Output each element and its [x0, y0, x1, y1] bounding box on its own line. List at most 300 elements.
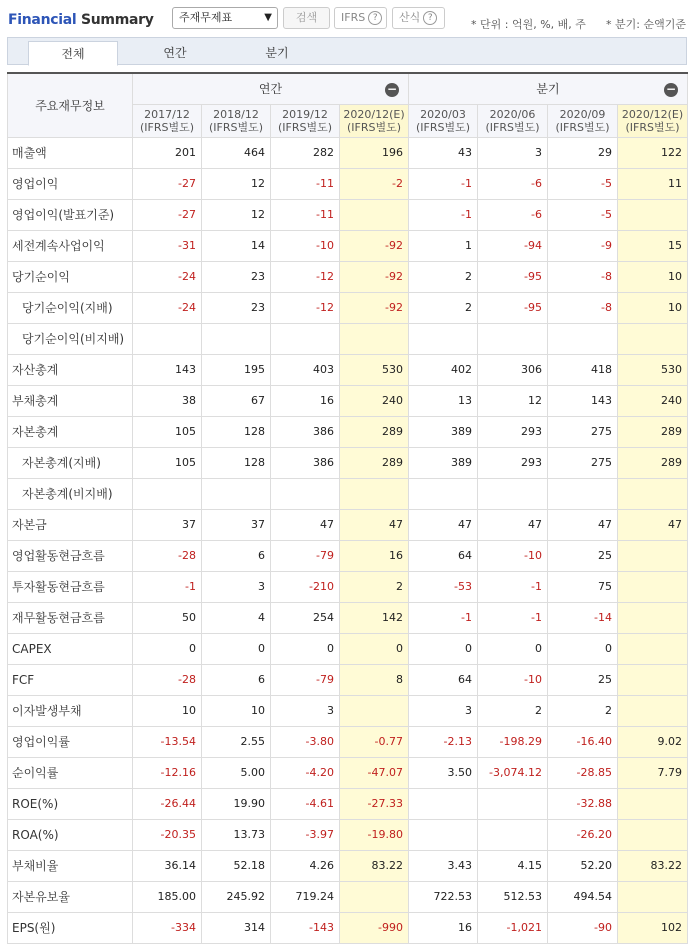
table-cell: -10: [478, 664, 548, 695]
table-cell: [478, 819, 548, 850]
table-row: [8, 168, 688, 199]
table-cell: -19.80: [340, 819, 409, 850]
table-cell: [618, 695, 688, 726]
table-row: [8, 230, 688, 261]
table-row: [8, 850, 688, 881]
collapse-annual-icon[interactable]: −: [386, 82, 398, 96]
table-row: [8, 788, 688, 819]
table-cell: 64: [409, 540, 478, 571]
row-label: 당기순이익: [8, 261, 133, 292]
table-cell: -26.44: [133, 788, 202, 819]
top-bar: [0, 0, 695, 38]
table-cell: 389: [409, 447, 478, 478]
table-cell: 289: [340, 447, 409, 478]
table-cell: 19.90: [202, 788, 271, 819]
table-cell: -1: [478, 571, 548, 602]
table-cell: [618, 819, 688, 850]
table-row: [8, 540, 688, 571]
table-cell: [618, 571, 688, 602]
table-row: [8, 633, 688, 664]
table-cell: -53: [409, 571, 478, 602]
table-cell: -47.07: [340, 757, 409, 788]
table-cell: 240: [340, 385, 409, 416]
table-row: [8, 292, 688, 323]
table-row: [8, 881, 688, 912]
table-row: [8, 385, 688, 416]
table-cell: -1: [478, 602, 548, 633]
table-cell: -31: [133, 230, 202, 261]
table-cell: 6: [202, 664, 271, 695]
table-cell: [340, 881, 409, 912]
table-cell: 64: [409, 664, 478, 695]
table-cell: -14: [548, 602, 618, 633]
table-cell: 10: [133, 695, 202, 726]
table-cell: 142: [340, 602, 409, 633]
column-basis: (IFRS별도): [415, 120, 471, 134]
table-cell: [409, 788, 478, 819]
table-cell: 102: [618, 912, 688, 943]
column-header: [340, 104, 409, 137]
table-cell: 11: [618, 168, 688, 199]
search-button[interactable]: 검색: [283, 7, 330, 29]
table-row: [8, 757, 688, 788]
column-basis: (IFRS별도): [139, 120, 195, 134]
table-row: [8, 478, 688, 509]
table-cell: -90: [548, 912, 618, 943]
table-cell: [340, 478, 409, 509]
table-cell: 7.79: [618, 757, 688, 788]
table-cell: -24: [133, 292, 202, 323]
label-header: 주요재무정보: [8, 73, 133, 137]
formula-help-button[interactable]: [392, 7, 445, 29]
row-label: 영업이익(발표기준): [8, 199, 133, 230]
table-cell: [340, 323, 409, 354]
table-cell: -6: [478, 199, 548, 230]
column-basis: (IFRS별도): [208, 120, 264, 134]
table-cell: 37: [202, 509, 271, 540]
table-cell: 282: [271, 137, 340, 168]
row-label: 순이익률: [8, 757, 133, 788]
table-cell: -32.88: [548, 788, 618, 819]
tab-all[interactable]: 전체: [28, 41, 118, 66]
table-cell: [548, 478, 618, 509]
table-cell: [618, 478, 688, 509]
table-cell: 128: [202, 447, 271, 478]
table-cell: 2: [478, 695, 548, 726]
table-cell: [618, 788, 688, 819]
table-cell: 1: [409, 230, 478, 261]
title-financial: Financial: [8, 12, 77, 28]
table-cell: 16: [340, 540, 409, 571]
table-cell: -26.20: [548, 819, 618, 850]
table-cell: 52.18: [202, 850, 271, 881]
row-label: 자본총계: [8, 416, 133, 447]
row-label: 자산총계: [8, 354, 133, 385]
table-cell: 13: [409, 385, 478, 416]
financial-summary-table: [7, 72, 688, 944]
table-cell: -12.16: [133, 757, 202, 788]
table-cell: 25: [548, 540, 618, 571]
table-cell: [618, 881, 688, 912]
tab-annual[interactable]: 연간: [163, 46, 187, 60]
table-cell: 512.53: [478, 881, 548, 912]
table-cell: 0: [202, 633, 271, 664]
table-cell: 52.20: [548, 850, 618, 881]
table-cell: 12: [478, 385, 548, 416]
row-label: 세전계속사업이익: [8, 230, 133, 261]
table-cell: [409, 323, 478, 354]
table-cell: [478, 478, 548, 509]
table-cell: 25: [548, 664, 618, 695]
column-header: [618, 104, 688, 137]
table-cell: 0: [271, 633, 340, 664]
table-cell: -27.33: [340, 788, 409, 819]
column-period: 2020/03: [420, 107, 466, 121]
table-cell: -1,021: [478, 912, 548, 943]
table-cell: -79: [271, 664, 340, 695]
row-label: 영업이익: [8, 168, 133, 199]
row-label: 자본총계(비지배): [8, 478, 133, 509]
row-label: 재무활동현금흐름: [8, 602, 133, 633]
table-cell: 122: [618, 137, 688, 168]
table-cell: -13.54: [133, 726, 202, 757]
table-cell: [618, 664, 688, 695]
row-label: 부채비율: [8, 850, 133, 881]
table-cell: [133, 478, 202, 509]
table-cell: 105: [133, 416, 202, 447]
table-cell: 386: [271, 447, 340, 478]
column-period: 2019/12: [282, 107, 328, 121]
column-header: [478, 104, 548, 137]
table-cell: 314: [202, 912, 271, 943]
table-cell: [340, 199, 409, 230]
table-cell: 83.22: [618, 850, 688, 881]
table-cell: 13.73: [202, 819, 271, 850]
table-cell: [478, 323, 548, 354]
table-cell: 105: [133, 447, 202, 478]
table-cell: 29: [548, 137, 618, 168]
table-cell: -12: [271, 261, 340, 292]
unit-note: * 단위 : 억원, %, 배, 주: [471, 18, 586, 31]
table-cell: 128: [202, 416, 271, 447]
table-cell: 185.00: [133, 881, 202, 912]
table-row: [8, 199, 688, 230]
table-cell: 43: [409, 137, 478, 168]
table-cell: 293: [478, 416, 548, 447]
table-cell: 47: [618, 509, 688, 540]
table-cell: 2: [409, 292, 478, 323]
table-cell: -4.20: [271, 757, 340, 788]
table-cell: 196: [340, 137, 409, 168]
table-cell: 254: [271, 602, 340, 633]
table-cell: -210: [271, 571, 340, 602]
table-cell: 386: [271, 416, 340, 447]
column-header: [202, 104, 271, 137]
table-cell: -79: [271, 540, 340, 571]
table-cell: -8: [548, 261, 618, 292]
row-label: FCF: [8, 664, 133, 695]
table-row: [8, 695, 688, 726]
table-cell: 245.92: [202, 881, 271, 912]
table-cell: -92: [340, 261, 409, 292]
formula-label: 산식: [399, 11, 421, 24]
table-cell: -28: [133, 540, 202, 571]
select-value: 주재무제표: [179, 11, 233, 24]
table-cell: 275: [548, 447, 618, 478]
table-cell: 464: [202, 137, 271, 168]
table-cell: -11: [271, 199, 340, 230]
table-cell: 0: [340, 633, 409, 664]
table-cell: 3.50: [409, 757, 478, 788]
table-cell: [618, 323, 688, 354]
table-cell: 4.15: [478, 850, 548, 881]
table-cell: 494.54: [548, 881, 618, 912]
table-cell: 0: [133, 633, 202, 664]
column-period: 2018/12: [213, 107, 259, 121]
table-cell: [340, 695, 409, 726]
collapse-quarter-icon[interactable]: −: [665, 82, 677, 96]
table-cell: -1: [133, 571, 202, 602]
table-cell: -28: [133, 664, 202, 695]
table-row: [8, 447, 688, 478]
table-cell: 14: [202, 230, 271, 261]
table-row: [8, 819, 688, 850]
table-cell: 47: [340, 509, 409, 540]
table-cell: [548, 323, 618, 354]
table-cell: 289: [618, 416, 688, 447]
period-note: * 분기: 순액기준: [606, 18, 686, 31]
table-cell: 389: [409, 416, 478, 447]
table-cell: [133, 323, 202, 354]
row-label: 자본유보율: [8, 881, 133, 912]
table-cell: [618, 540, 688, 571]
table-cell: 530: [618, 354, 688, 385]
row-label: 자본금: [8, 509, 133, 540]
table-cell: 4: [202, 602, 271, 633]
table-cell: 16: [271, 385, 340, 416]
tab-quarter[interactable]: 분기: [265, 46, 289, 60]
table-cell: 38: [133, 385, 202, 416]
table-cell: [618, 633, 688, 664]
table-cell: -143: [271, 912, 340, 943]
table-cell: -0.77: [340, 726, 409, 757]
table-cell: 75: [548, 571, 618, 602]
column-header: [133, 104, 202, 137]
table-cell: 47: [548, 509, 618, 540]
column-header: [271, 104, 340, 137]
column-period: 2017/12: [144, 107, 190, 121]
ifrs-label: IFRS: [341, 11, 366, 24]
table-cell: 36.14: [133, 850, 202, 881]
table-cell: 15: [618, 230, 688, 261]
table-cell: -1: [409, 602, 478, 633]
table-cell: 12: [202, 199, 271, 230]
column-basis: (IFRS별도): [625, 120, 680, 134]
table-cell: 16: [409, 912, 478, 943]
table-cell: 2: [340, 571, 409, 602]
column-basis: (IFRS별도): [485, 120, 540, 134]
table-cell: [202, 478, 271, 509]
table-cell: 402: [409, 354, 478, 385]
table-cell: 83.22: [340, 850, 409, 881]
table-cell: -10: [478, 540, 548, 571]
table-cell: 722.53: [409, 881, 478, 912]
table-row: [8, 354, 688, 385]
row-label: ROE(%): [8, 788, 133, 819]
table-cell: 289: [340, 416, 409, 447]
row-label: 투자활동현금흐름: [8, 571, 133, 602]
row-label: 당기순이익(지배): [8, 292, 133, 323]
table-row: [8, 509, 688, 540]
statement-type-select[interactable]: [172, 7, 278, 29]
table-cell: 47: [478, 509, 548, 540]
title-summary: Summary: [80, 12, 154, 28]
table-cell: -198.29: [478, 726, 548, 757]
table-cell: -990: [340, 912, 409, 943]
table-cell: [478, 788, 548, 819]
table-row: [8, 602, 688, 633]
quarter-group-label: 분기: [536, 82, 560, 97]
table-cell: 0: [548, 633, 618, 664]
table-cell: 10: [618, 292, 688, 323]
table-cell: [202, 323, 271, 354]
table-cell: 3: [478, 137, 548, 168]
row-label: ROA(%): [8, 819, 133, 850]
table-cell: [271, 478, 340, 509]
table-cell: -20.35: [133, 819, 202, 850]
table-row: [8, 912, 688, 943]
table-cell: -27: [133, 168, 202, 199]
table-cell: 3: [409, 695, 478, 726]
table-cell: -94: [478, 230, 548, 261]
table-cell: -95: [478, 261, 548, 292]
annual-group-header: [133, 73, 409, 104]
question-icon: ?: [423, 11, 437, 25]
table-cell: 47: [271, 509, 340, 540]
table-cell: -3.80: [271, 726, 340, 757]
table-cell: 10: [618, 261, 688, 292]
column-period: 2020/06: [489, 107, 536, 121]
table-row: [8, 571, 688, 602]
table-cell: 8: [340, 664, 409, 695]
column-basis: (IFRS별도): [555, 120, 610, 134]
table-cell: -1: [409, 199, 478, 230]
table-cell: 9.02: [618, 726, 688, 757]
table-cell: 306: [478, 354, 548, 385]
table-row: [8, 137, 688, 168]
row-label: 매출액: [8, 137, 133, 168]
table-cell: -1: [409, 168, 478, 199]
table-cell: 143: [133, 354, 202, 385]
table-cell: 195: [202, 354, 271, 385]
table-cell: -28.85: [548, 757, 618, 788]
table-cell: 2: [548, 695, 618, 726]
question-icon: ?: [368, 11, 382, 25]
table-cell: -2.13: [409, 726, 478, 757]
table-cell: 201: [133, 137, 202, 168]
table-cell: 2: [409, 261, 478, 292]
table-cell: -10: [271, 230, 340, 261]
page-title: [8, 12, 154, 28]
table-cell: 3: [202, 571, 271, 602]
table-cell: -5: [548, 199, 618, 230]
column-period: 2020/12(E): [343, 107, 405, 121]
ifrs-help-button[interactable]: [334, 7, 387, 29]
table-cell: 0: [478, 633, 548, 664]
table-cell: 23: [202, 292, 271, 323]
table-row: [8, 261, 688, 292]
table-cell: -8: [548, 292, 618, 323]
view-tabs: [7, 37, 687, 65]
table-cell: -92: [340, 230, 409, 261]
table-cell: -27: [133, 199, 202, 230]
table-cell: -12: [271, 292, 340, 323]
table-cell: [409, 478, 478, 509]
table-cell: 6: [202, 540, 271, 571]
table-cell: -3.97: [271, 819, 340, 850]
table-row: [8, 416, 688, 447]
table-cell: 12: [202, 168, 271, 199]
table-body: [8, 137, 688, 943]
column-basis: (IFRS별도): [346, 120, 402, 134]
table-cell: 289: [618, 447, 688, 478]
column-header: [409, 104, 478, 137]
column-period: 2020/09: [559, 107, 606, 121]
row-label: 당기순이익(비지배): [8, 323, 133, 354]
table-cell: -334: [133, 912, 202, 943]
row-label: 영업활동현금흐름: [8, 540, 133, 571]
table-row: [8, 323, 688, 354]
table-cell: 275: [548, 416, 618, 447]
table-cell: 418: [548, 354, 618, 385]
table-cell: -16.40: [548, 726, 618, 757]
table-cell: 67: [202, 385, 271, 416]
table-cell: -11: [271, 168, 340, 199]
table-cell: -4.61: [271, 788, 340, 819]
table-cell: -5: [548, 168, 618, 199]
table-row: [8, 726, 688, 757]
quarter-group-header: [409, 73, 688, 104]
table-cell: 47: [409, 509, 478, 540]
table-cell: -6: [478, 168, 548, 199]
annual-group-label: 연간: [258, 82, 283, 97]
table-cell: 10: [202, 695, 271, 726]
column-basis: (IFRS별도): [277, 120, 333, 134]
table-cell: [618, 602, 688, 633]
row-label: 영업이익률: [8, 726, 133, 757]
column-period: 2020/12(E): [621, 107, 684, 121]
row-label: 부채총계: [8, 385, 133, 416]
table-cell: 37: [133, 509, 202, 540]
table-cell: 240: [618, 385, 688, 416]
row-label: 이자발생부채: [8, 695, 133, 726]
table-cell: -2: [340, 168, 409, 199]
table-cell: 23: [202, 261, 271, 292]
table-cell: [618, 199, 688, 230]
table-row: [8, 664, 688, 695]
column-header: [548, 104, 618, 137]
table-cell: -24: [133, 261, 202, 292]
table-cell: 143: [548, 385, 618, 416]
table-cell: 293: [478, 447, 548, 478]
table-cell: 5.00: [202, 757, 271, 788]
table-cell: -9: [548, 230, 618, 261]
row-label: 자본총계(지배): [8, 447, 133, 478]
table-cell: 3: [271, 695, 340, 726]
table-cell: 4.26: [271, 850, 340, 881]
row-label: EPS(원): [8, 912, 133, 943]
table-cell: 50: [133, 602, 202, 633]
